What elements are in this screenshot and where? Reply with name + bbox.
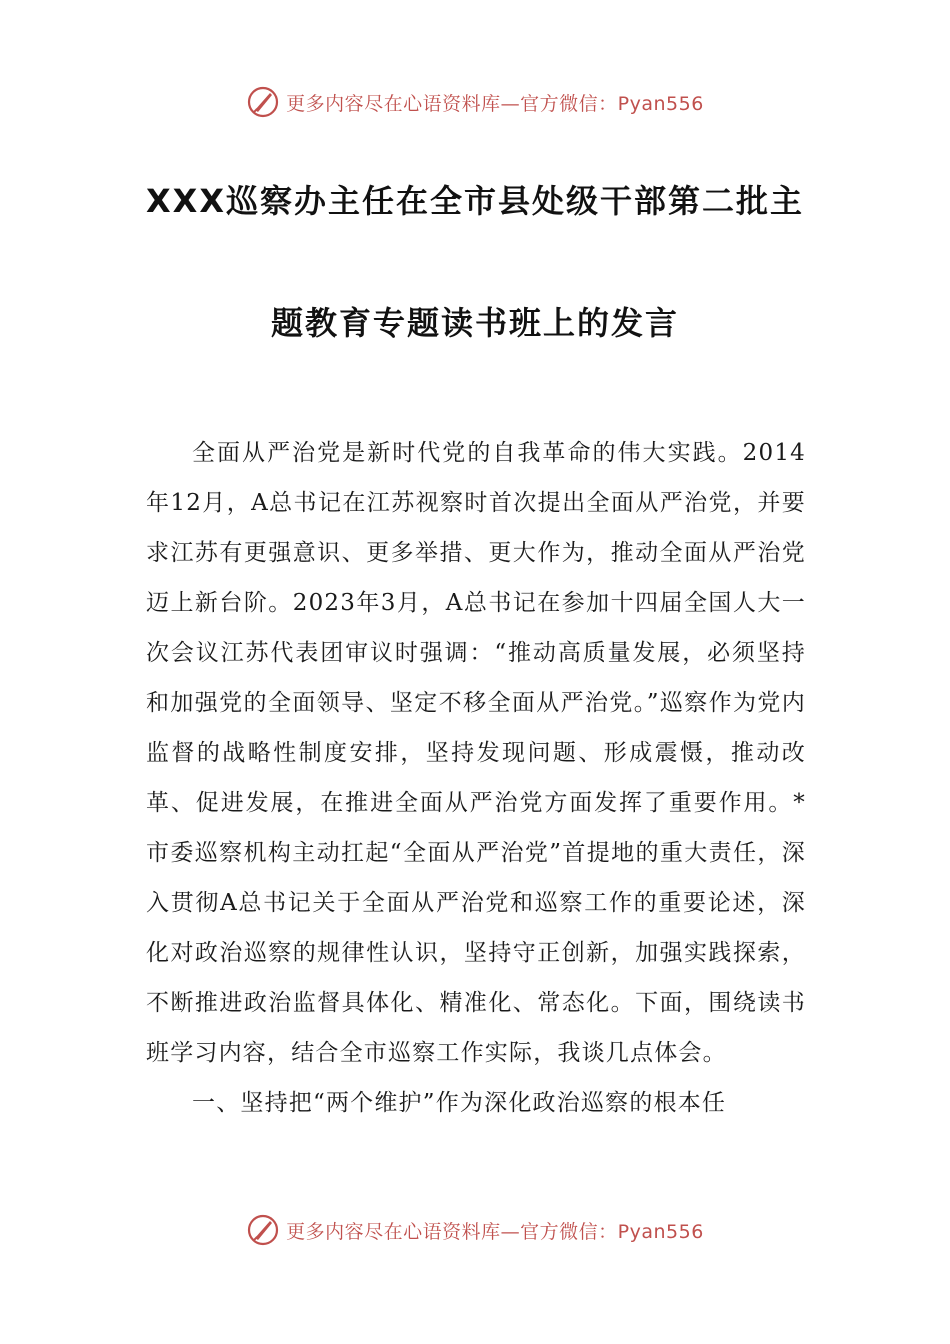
watermark-text: 更多内容尽在心语资料库—官方微信：Pyan556 [286,1220,704,1243]
document-title-line-2: 题教育专题读书班上的发言 [270,304,679,342]
body-paragraph-2: 一、坚持把“两个维护”作为深化政治巡察的根本任 [192,1090,727,1116]
body-paragraph-1: 全面从严治党是新时代党的自我革命的伟大实践。2014年12月，A总书记在江苏视察时首次提出全面从严治党，并要求江苏有更强意识、更多举措、更大作为，推动全面从严治党迈上新台阶。2023年3月，A总书记在参加十四届全国人大一次会议江苏代表团审议时强调：“推动高质量发展，必须坚持和加强党的全面领导、坚定不移全面从严治党。”巡察作为党内监督的战略性制度安排，坚持发现问题、形成震慑，推动改革、促进发展，在推进全面从严治党方面发挥了重要作用。*市委巡察机构主动扛起“全面从严治党”首提地的重大责任，深入贯彻A总书记关于全面从严治党和巡察工作的重要论述，深化对政治巡察的规律性认识，坚持守正创新，加强实践探索，不断推进政治监督具体化、精准化、常态化。下面，围绕读书班学习内容，结合全市巡察工作实际，我谈几点体会。 [146,440,806,1066]
watermark-text: 更多内容尽在心语资料库—官方微信：Pyan556 [286,92,704,115]
quill-logo-icon [246,85,280,119]
bottom-watermark-banner [0,1210,950,1250]
wechat-id: Pyan556 [617,92,704,115]
top-watermark-banner [0,82,950,122]
document-title-line-1: XXX巡察办主任在全市县处级干部第二批主 [145,182,805,220]
wechat-id: Pyan556 [617,1220,704,1243]
quill-logo-icon [246,1213,280,1247]
document-body [146,428,806,1128]
